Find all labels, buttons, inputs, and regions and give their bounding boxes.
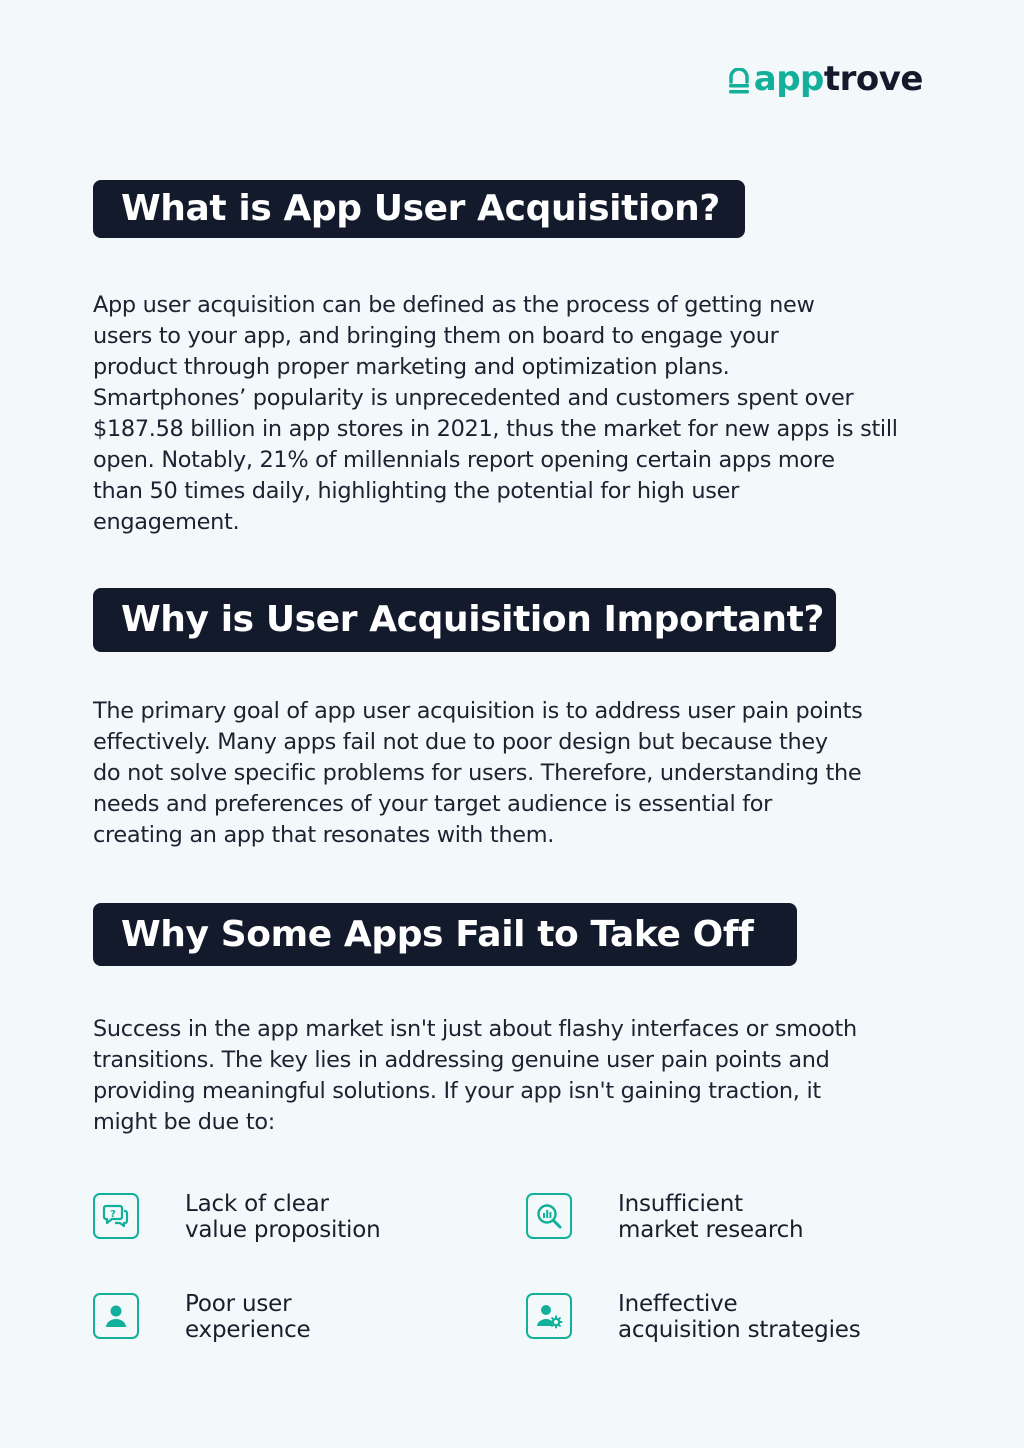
- logo-mark-icon: [728, 68, 750, 94]
- svg-text:?: ?: [110, 1209, 116, 1220]
- user-icon: [93, 1293, 139, 1339]
- body-line: needs and preferences of your target audience is essential for: [93, 791, 773, 817]
- reason-label: [618, 1291, 861, 1343]
- reason-label: [185, 1191, 380, 1243]
- body-line: Smartphones’ popularity is unprecedented and customers spent over: [93, 385, 854, 411]
- reason-label-line: Ineffective: [618, 1291, 738, 1317]
- body-line: do not solve specific problems for users. Therefore, understanding the: [93, 760, 862, 786]
- body-line: Success in the app market isn't just about flashy interfaces or smooth: [93, 1016, 857, 1042]
- body-line: The primary goal of app user acquisition is to address user pain points: [93, 698, 863, 724]
- logo-text-trove: trove: [823, 59, 923, 99]
- reason-label-line: acquisition strategies: [618, 1317, 861, 1343]
- reason-item-acquisition-strategies: [526, 1291, 861, 1343]
- apptrove-logo: [728, 59, 923, 99]
- reason-label-line: experience: [185, 1317, 311, 1343]
- user-settings-icon: [526, 1293, 572, 1339]
- section-body-what-is-acquisition: [93, 290, 933, 538]
- body-line: might be due to:: [93, 1109, 275, 1135]
- reason-label-line: market research: [618, 1217, 804, 1243]
- section-heading-what-is-acquisition: What is App User Acquisition?: [93, 180, 745, 238]
- body-line: open. Notably, 21% of millennials report opening certain apps more: [93, 447, 835, 473]
- reason-item-market-research: [526, 1191, 803, 1243]
- section-heading-why-important: Why is User Acquisition Important?: [93, 588, 836, 652]
- reason-label-line: Insufficient: [618, 1191, 743, 1217]
- reason-label-line: Lack of clear: [185, 1191, 329, 1217]
- reason-label: [185, 1291, 310, 1343]
- body-line: App user acquisition can be defined as the process of getting new: [93, 292, 815, 318]
- body-line: product through proper marketing and optimization plans.: [93, 354, 730, 380]
- reason-label: [618, 1191, 803, 1243]
- body-line: users to your app, and bringing them on board to engage your: [93, 323, 779, 349]
- section-body-why-important: [93, 696, 933, 851]
- research-magnifier-icon: [526, 1193, 572, 1239]
- body-line: providing meaningful solutions. If your app isn't gaining traction, it: [93, 1078, 821, 1104]
- section-body-why-apps-fail: [93, 1014, 933, 1138]
- reason-label-line: value proposition: [185, 1217, 381, 1243]
- body-line: than 50 times daily, highlighting the potential for high user: [93, 478, 739, 504]
- question-chat-icon: [93, 1193, 139, 1239]
- reason-item-value-proposition: [93, 1191, 380, 1243]
- body-line: $187.58 billion in app stores in 2021, thus the market for new apps is still: [93, 416, 898, 442]
- reason-label-line: Poor user: [185, 1291, 292, 1317]
- reason-item-user-experience: [93, 1291, 310, 1343]
- body-line: transitions. The key lies in addressing genuine user pain points and: [93, 1047, 830, 1073]
- body-line: effectively. Many apps fail not due to poor design but because they: [93, 729, 828, 755]
- body-line: creating an app that resonates with them.: [93, 822, 555, 848]
- logo-text-app: app: [753, 59, 824, 99]
- body-line: engagement.: [93, 509, 240, 535]
- section-heading-why-apps-fail: Why Some Apps Fail to Take Off: [93, 903, 797, 966]
